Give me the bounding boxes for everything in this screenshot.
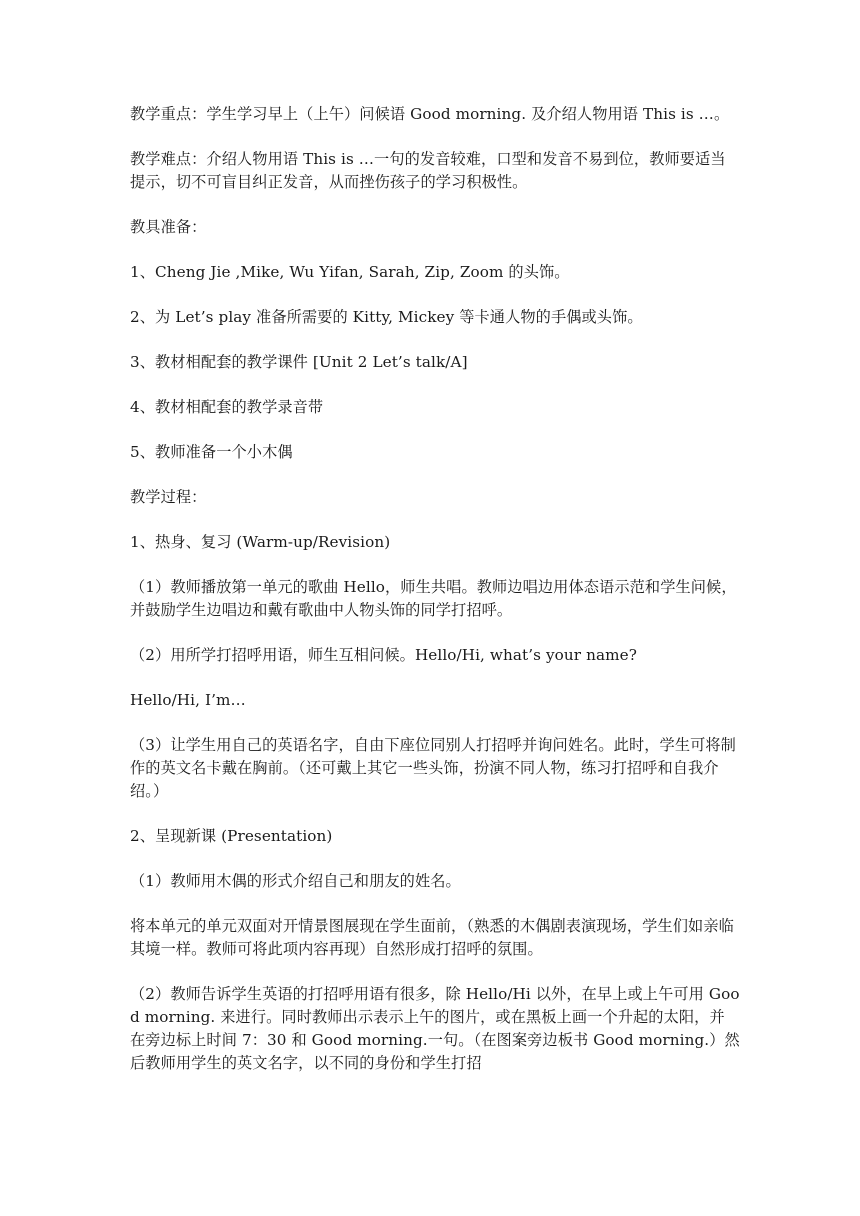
materials-heading: 教具准备： — [130, 218, 207, 236]
presentation-heading: 2、呈现新课 (Presentation) — [130, 827, 333, 845]
document-page — [130, 103, 740, 1097]
key-points-paragraph: 教学重点：学生学习早上（上午）问候语 Good morning. 及介绍人物用语 This is …。 — [130, 105, 730, 123]
process-heading: 教学过程： — [130, 488, 207, 506]
warmup-step-2: （2）用所学打招呼用语，师生互相问候。Hello/Hi, what’s your name? — [130, 646, 637, 664]
presentation-step-1: （1）教师用木偶的形式介绍自己和朋友的姓名。 — [130, 872, 461, 890]
presentation-step-2: （2）教师告诉学生英语的打招呼用语有很多，除 Hello/Hi 以外，在早上或上午可用 Good morning. 来进行。同时教师出示表示上午的图片，或在黑板上画一个升起的太阳，并在旁边标上时间 7：30 和 Good morning.一句。（在图案旁边板书 Good morning.）然后教师用学生的英文名字，以不同的身份和学生打招 — [130, 985, 740, 1072]
difficulties-paragraph: 教学难点：介绍人物用语 This is …一句的发音较难，口型和发音不易到位，教师要适当提示，切不可盲目纠正发音，从而挫伤孩子的学习积极性。 — [130, 150, 726, 191]
presentation-scene: 将本单元的单元双面对开情景图展现在学生面前，（熟悉的木偶剧表演现场，学生们如亲临其境一样。教师可将此项内容再现）自然形成打招呼的氛围。 — [130, 917, 734, 958]
materials-item-1: 1、Cheng Jie ,Mike, Wu Yifan, Sarah, Zip, Zoom 的头饰。 — [130, 263, 570, 281]
materials-item-2: 2、为 Let’s play 准备所需要的 Kitty, Mickey 等卡通人物的手偶或头饰。 — [130, 308, 643, 326]
warmup-heading: 1、热身、复习 (Warm-up/Revision) — [130, 533, 391, 551]
materials-item-4: 4、教材相配套的教学录音带 — [130, 398, 324, 416]
warmup-step-1: （1）教师播放第一单元的歌曲 Hello，师生共唱。教师边唱边用体态语示范和学生问候，并鼓励学生边唱边和戴有歌曲中人物头饰的同学打招呼。 — [130, 578, 737, 619]
warmup-step-3: （3）让学生用自己的英语名字，自由下座位同别人打招呼并询问姓名。此时，学生可将制作的英文名卡戴在胸前。（还可戴上其它一些头饰，扮演不同人物，练习打招呼和自我介绍。） — [130, 736, 736, 800]
warmup-step-2-reply: Hello/Hi, I’m… — [130, 691, 246, 709]
materials-item-3: 3、教材相配套的教学课件 [Unit 2 Let’s talk/A] — [130, 353, 468, 371]
materials-item-5: 5、教师准备一个小木偶 — [130, 443, 293, 461]
